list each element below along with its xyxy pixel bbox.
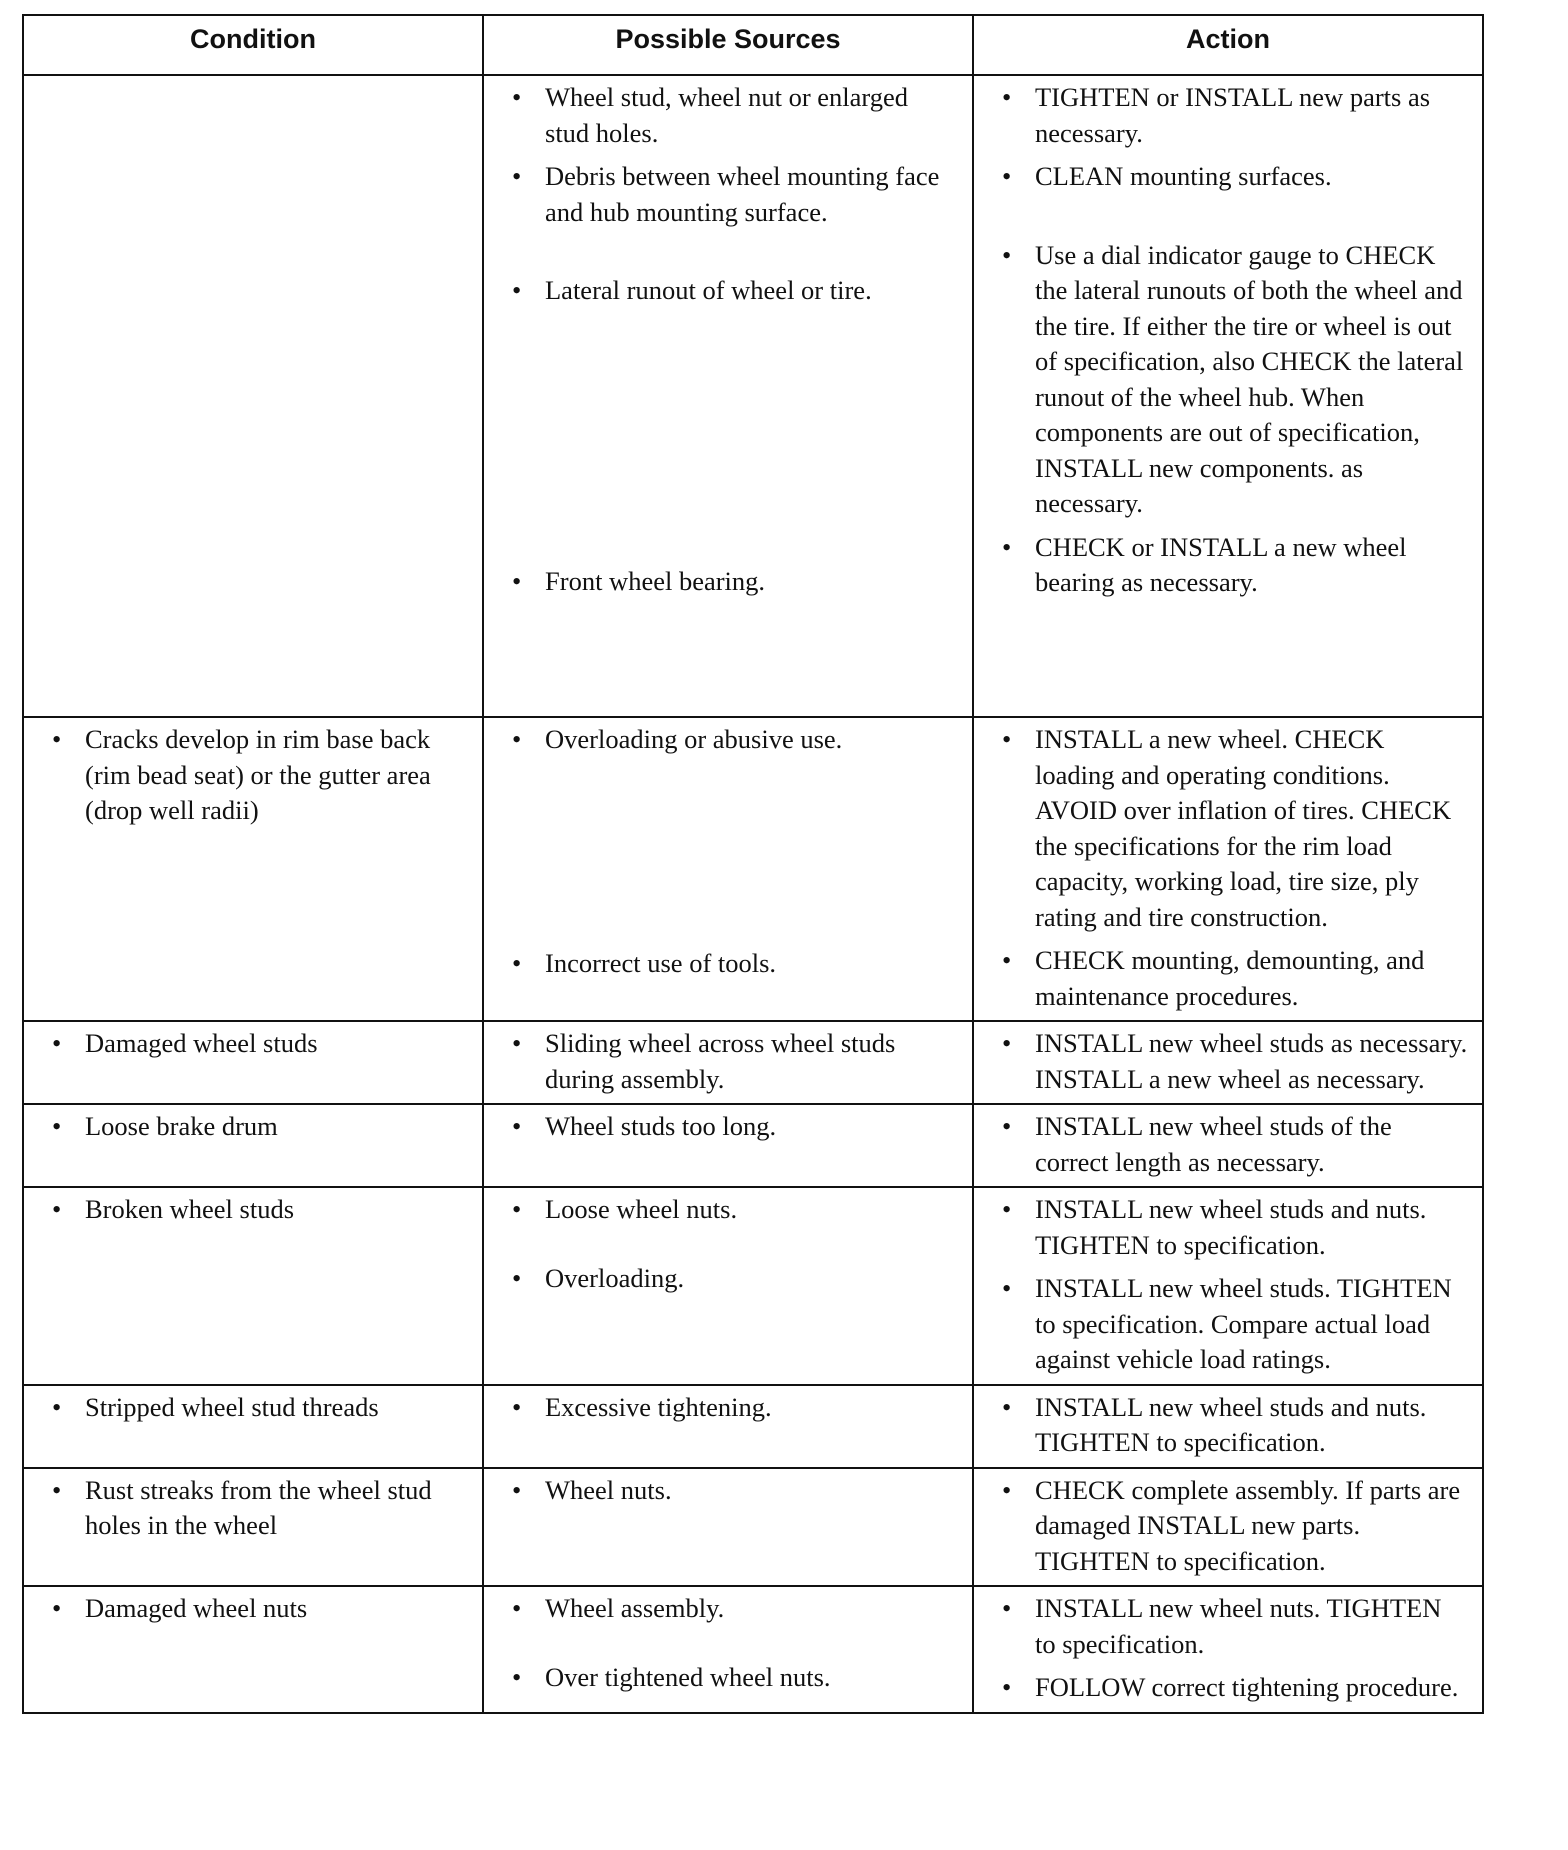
- table-row: [23, 1104, 1483, 1187]
- sources-list: [512, 1026, 958, 1097]
- action-item: • FOLLOW correct tightening procedure.: [1002, 1670, 1468, 1706]
- condition-cell: [23, 1104, 483, 1187]
- action-item: • INSTALL new wheel studs of the correct length as necessary.: [1002, 1109, 1468, 1180]
- sources-list: [512, 1591, 958, 1695]
- action-cell: [973, 1187, 1483, 1385]
- sources-header: Possible Sources: [483, 15, 973, 75]
- action-cell: [973, 1104, 1483, 1187]
- action-item: • INSTALL new wheel studs and nuts. TIGHTEN to specification.: [1002, 1192, 1468, 1263]
- condition-header: Condition: [23, 15, 483, 75]
- actions-list: [1002, 80, 1468, 601]
- sources-cell: [483, 1021, 973, 1104]
- sources-cell: [483, 1187, 973, 1385]
- condition-cell: [23, 1021, 483, 1104]
- action-item: • CHECK complete assembly. If parts are damaged INSTALL new parts. TIGHTEN to specification.: [1002, 1473, 1468, 1580]
- condition-item: • Damaged wheel nuts: [52, 1591, 468, 1627]
- sources-cell: [483, 1586, 973, 1713]
- actions-list: [1002, 1591, 1468, 1706]
- source-item: • Loose wheel nuts.: [512, 1192, 958, 1228]
- actions-list: [1002, 722, 1468, 1014]
- actions-list: [1002, 1026, 1468, 1097]
- source-item: • Overloading or abusive use.: [512, 722, 958, 758]
- table-row: [23, 1586, 1483, 1713]
- sources-cell: [483, 1468, 973, 1587]
- action-cell: [973, 1468, 1483, 1587]
- source-item: • Wheel stud, wheel nut or enlarged stud holes.: [512, 80, 958, 151]
- page: [22, 14, 1482, 1714]
- source-item: • Incorrect use of tools.: [512, 946, 958, 982]
- source-item: • Overloading.: [512, 1261, 958, 1297]
- action-cell: [973, 717, 1483, 1021]
- condition-cell: [23, 1468, 483, 1587]
- table-row: [23, 75, 1483, 717]
- sources-cell: [483, 1385, 973, 1468]
- condition-item: • Cracks develop in rim base back (rim bead seat) or the gutter area (drop well radii): [52, 722, 468, 829]
- action-item: • TIGHTEN or INSTALL new parts as necessary.: [1002, 80, 1468, 151]
- action-cell: [973, 75, 1483, 717]
- sources-list: [512, 1390, 958, 1426]
- action-item: • CLEAN mounting surfaces.: [1002, 159, 1468, 195]
- sources-list: [512, 1192, 958, 1296]
- condition-cell: [23, 75, 483, 717]
- diagnosis-table: [22, 14, 1484, 1714]
- action-item: • INSTALL new wheel nuts. TIGHTEN to specification.: [1002, 1591, 1468, 1662]
- condition-item: • Rust streaks from the wheel stud holes in the wheel: [52, 1473, 468, 1544]
- actions-list: [1002, 1192, 1468, 1378]
- sources-list: [512, 722, 958, 981]
- action-item: • INSTALL new wheel studs. TIGHTEN to specification. Compare actual load against vehicle load ratings.: [1002, 1271, 1468, 1378]
- source-item: • Wheel nuts.: [512, 1473, 958, 1509]
- table-row: [23, 717, 1483, 1021]
- action-header: Action: [973, 15, 1483, 75]
- sources-list: [512, 1109, 958, 1145]
- actions-list: [1002, 1109, 1468, 1180]
- action-item: • CHECK or INSTALL a new wheel bearing as necessary.: [1002, 530, 1468, 601]
- table-row: [23, 1187, 1483, 1385]
- table-row: [23, 1385, 1483, 1468]
- sources-list: [512, 80, 958, 599]
- condition-item: • Stripped wheel stud threads: [52, 1390, 468, 1426]
- action-item: • INSTALL new wheel studs and nuts. TIGHTEN to specification.: [1002, 1390, 1468, 1461]
- table-row: [23, 1468, 1483, 1587]
- actions-list: [1002, 1473, 1468, 1580]
- condition-item: • Damaged wheel studs: [52, 1026, 468, 1062]
- source-item: • Wheel studs too long.: [512, 1109, 958, 1145]
- source-item: • Excessive tightening.: [512, 1390, 958, 1426]
- table-row: [23, 1021, 1483, 1104]
- sources-cell: [483, 717, 973, 1021]
- action-item: • CHECK mounting, demounting, and maintenance procedures.: [1002, 943, 1468, 1014]
- condition-item: • Broken wheel studs: [52, 1192, 468, 1228]
- condition-cell: [23, 717, 483, 1021]
- action-item: • Use a dial indicator gauge to CHECK the lateral runouts of both the wheel and the tire. If either the tire or wheel is out of specification, also CHECK the lateral runout of the wheel hub. When components are out of specification, INSTALL new components. as necessary.: [1002, 238, 1468, 522]
- sources-list: [512, 1473, 958, 1509]
- action-cell: [973, 1586, 1483, 1713]
- source-item: • Front wheel bearing.: [512, 564, 958, 600]
- sources-cell: [483, 1104, 973, 1187]
- action-item: • INSTALL new wheel studs as necessary. INSTALL a new wheel as necessary.: [1002, 1026, 1468, 1097]
- source-item: • Over tightened wheel nuts.: [512, 1660, 958, 1696]
- action-cell: [973, 1021, 1483, 1104]
- condition-cell: [23, 1187, 483, 1385]
- source-item: • Sliding wheel across wheel studs during assembly.: [512, 1026, 958, 1097]
- condition-cell: [23, 1385, 483, 1468]
- condition-cell: [23, 1586, 483, 1713]
- source-item: • Wheel assembly.: [512, 1591, 958, 1627]
- condition-item: • Loose brake drum: [52, 1109, 468, 1145]
- source-item: • Debris between wheel mounting face and hub mounting surface.: [512, 159, 958, 230]
- sources-cell: [483, 75, 973, 717]
- action-item: • INSTALL a new wheel. CHECK loading and operating conditions. AVOID over inflation of tires. CHECK the specifications for the rim load capacity, working load, tire size, ply rating and tire construction.: [1002, 722, 1468, 935]
- header-row: [23, 15, 1483, 75]
- action-cell: [973, 1385, 1483, 1468]
- source-item: • Lateral runout of wheel or tire.: [512, 273, 958, 309]
- actions-list: [1002, 1390, 1468, 1461]
